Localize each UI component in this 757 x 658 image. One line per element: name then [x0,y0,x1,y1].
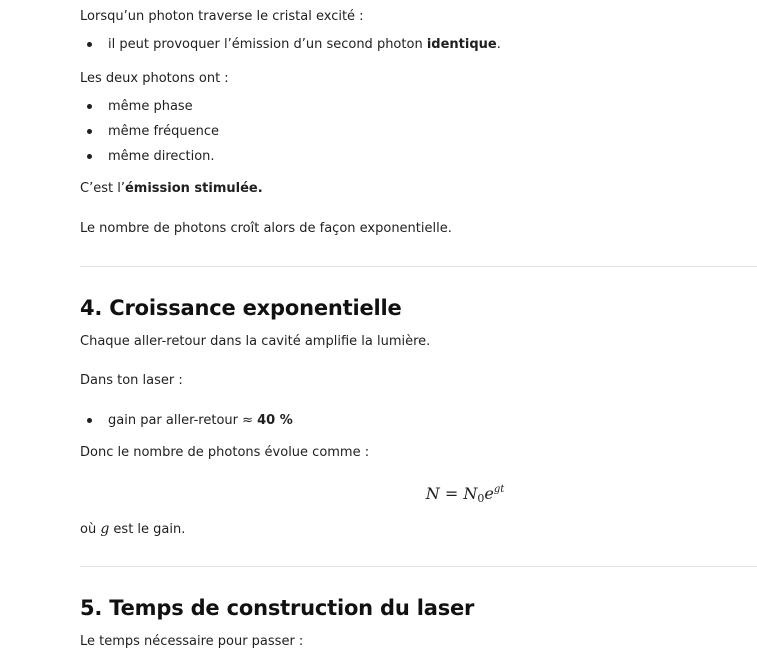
bold-gain-value: 40 % [257,413,293,428]
bullet-icon [87,418,92,423]
paragraph-photon-intro: Lorsqu’un photon traverse le cristal excité : [80,9,364,24]
heading-croissance-exponentielle: 4. Croissance exponentielle [80,296,402,320]
bullet-icon [87,129,92,134]
section-divider [80,266,757,267]
paragraph-temps-necessaire: Le temps nécessaire pour passer : [80,634,304,649]
bullet-icon [87,42,92,47]
paragraph-exponential-note: Le nombre de photons croît alors de façon exponentielle. [80,221,452,236]
paragraph-dans-ton-laser: Dans ton laser : [80,373,183,388]
list-item-direction: même direction. [108,149,215,164]
list-item-gain: gain par aller-retour ≈ 40 % [108,413,293,428]
bold-identique: identique [426,37,497,52]
bullet-icon [87,104,92,109]
paragraph-stimulated-emission: C’est l’émission stimulée. [80,181,263,196]
bullet-icon [87,154,92,159]
list-item-second-photon: il peut provoquer l’émission d’un second photon identique. [108,37,501,52]
heading-temps-de-construction: 5. Temps de construction du laser [80,596,475,620]
paragraph-where-g-gain: où g est le gain. [80,521,186,537]
paragraph-both-photons: Les deux photons ont : [80,71,229,86]
list-item-frequency: même fréquence [108,124,219,139]
section-divider [80,566,757,567]
list-item-phase: même phase [108,99,193,114]
paragraph-amplification: Chaque aller-retour dans la cavité amplifie la lumière. [80,334,431,349]
math-variable-g: g [100,521,110,537]
paragraph-photon-evolution: Donc le nombre de photons évolue comme : [80,445,370,460]
bold-emission-stimulee: émission stimulée. [124,181,263,196]
formula-exponential-growth: $N = N_0e^{gt}$ [425,484,505,505]
